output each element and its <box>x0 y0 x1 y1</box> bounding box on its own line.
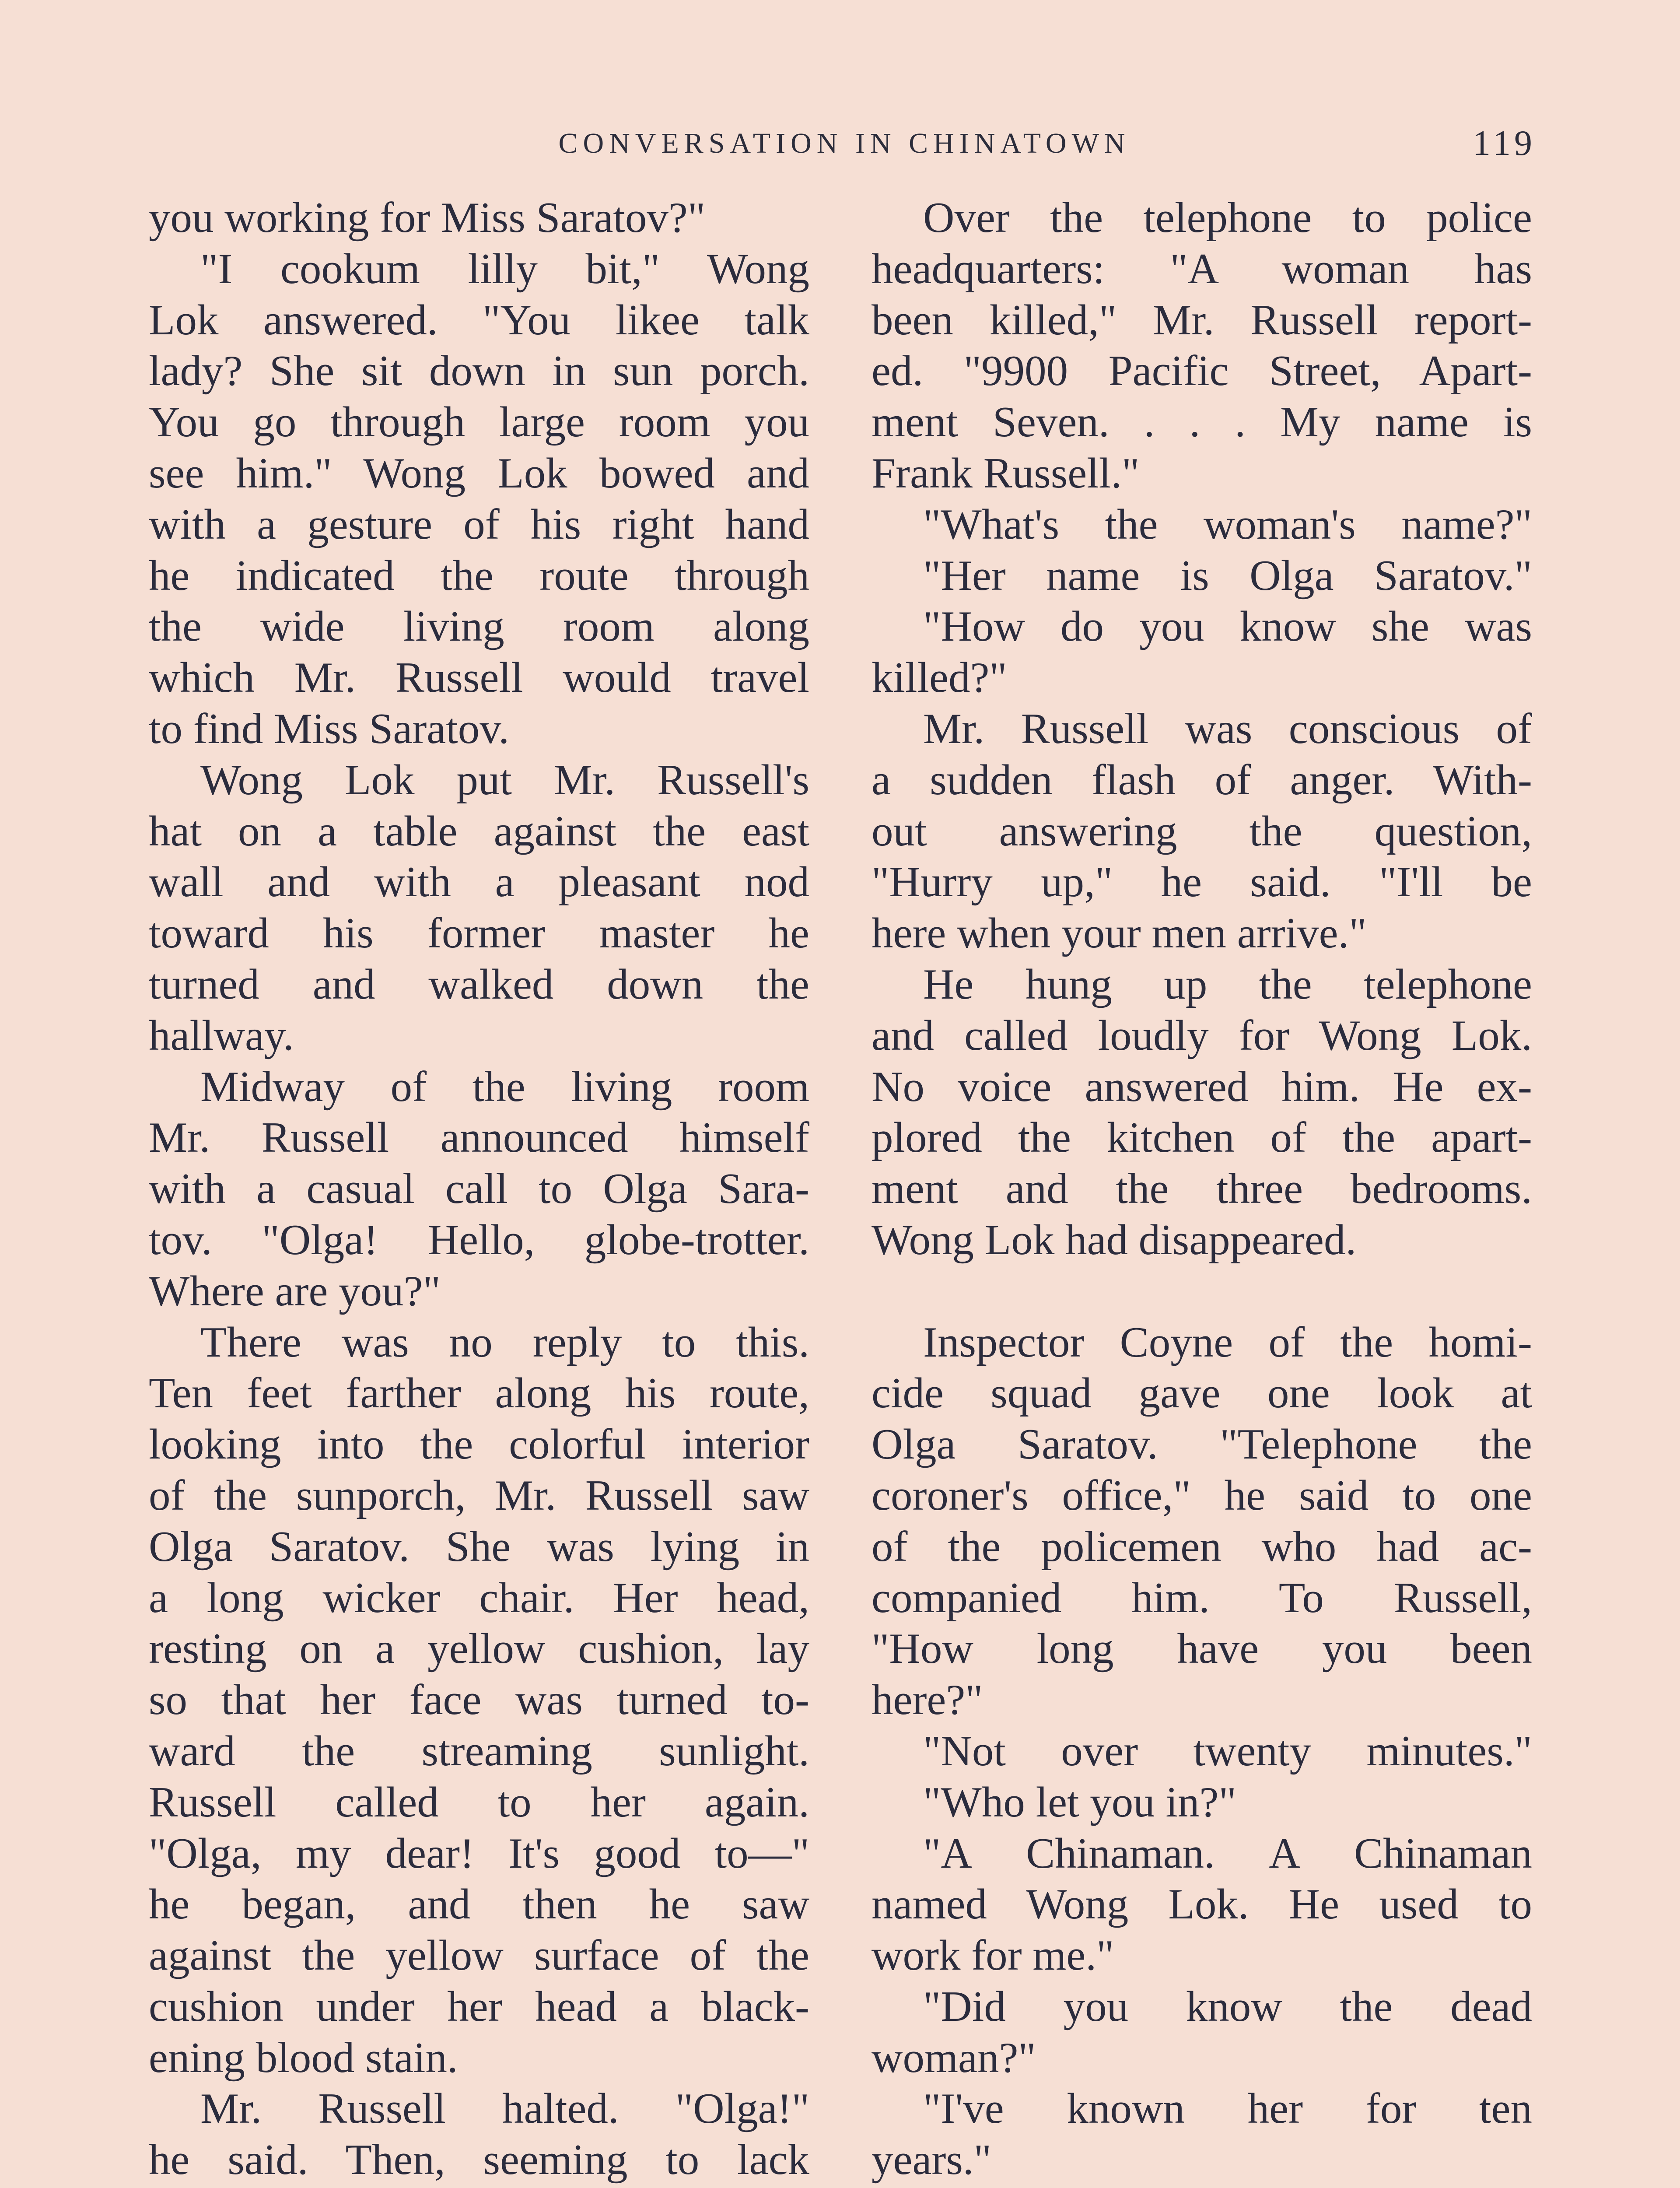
text-line: with a casual call to Olga Sara- <box>149 1165 809 1213</box>
text-line: "How do you know she was <box>923 603 1532 651</box>
text-line: ment Seven. . . . My name is <box>872 398 1532 446</box>
text-line <box>872 2186 1532 2188</box>
text-line: Over the telephone to police <box>923 194 1532 242</box>
text-line: the wide living room along <box>149 603 809 651</box>
text-line: a sudden flash of anger. With- <box>872 756 1532 804</box>
text-line: cushion under her head a black- <box>149 1982 809 2030</box>
text-line: Where are you?" <box>149 1267 441 1315</box>
text-line: here when your men arrive." <box>872 909 1367 957</box>
text-line: hat on a table against the east <box>149 807 809 855</box>
text-line: turned and walked down the <box>149 960 809 1008</box>
text-line: Midway of the living room <box>200 1062 809 1111</box>
text-line: headquarters: "A woman has <box>872 245 1532 293</box>
text-line: Mr. Russell was conscious of <box>923 705 1532 753</box>
text-line: "How long have you been <box>872 1625 1532 1673</box>
text-line: coroner's office," he said to one <box>872 1471 1532 1519</box>
text-line: You go through large room you <box>149 398 809 446</box>
text-line: here?" <box>872 1676 983 1724</box>
text-line: hallway. <box>149 1011 294 1059</box>
text-line: Inspector Coyne of the homi- <box>923 1318 1532 1366</box>
text-line: "Who let you in?" <box>923 1778 1236 1826</box>
text-line: so that her face was turned to- <box>149 1676 809 1724</box>
text-line: Russell called to her again. <box>149 1778 809 1826</box>
text-line: "I cookum lilly bit," Wong <box>200 245 809 293</box>
text-line: "Did you know the dead <box>923 1982 1532 2030</box>
text-line: "I've known her for ten <box>923 2085 1532 2133</box>
text-line: see him." Wong Lok bowed and <box>149 449 809 497</box>
text-line: "Olga, my dear! It's good to—" <box>149 1829 809 1877</box>
text-line: cide squad gave one look at <box>872 1369 1532 1417</box>
text-line: companied him. To Russell, <box>872 1574 1532 1622</box>
text-line: lady? She sit down in sun porch. <box>149 347 809 395</box>
text-line: killed?" <box>872 654 1007 702</box>
text-line: Mr. Russell announced himself <box>149 1114 809 1162</box>
text-line: woman?" <box>872 2034 1036 2082</box>
text-line: you working for Miss Saratov?" <box>149 194 706 242</box>
text-line: Ten feet farther along his route, <box>149 1369 809 1417</box>
text-line: "Not over twenty minutes." <box>923 1727 1532 1775</box>
text-line: he indicated the route through <box>149 551 809 600</box>
text-line <box>149 2186 809 2188</box>
text-line: Lok answered. "You likee talk <box>149 296 809 344</box>
text-line: plored the kitchen of the apart- <box>872 1114 1532 1162</box>
text-line: which Mr. Russell would travel <box>149 654 809 702</box>
text-line: ment and the three bedrooms. <box>872 1165 1532 1213</box>
text-line: against the yellow surface of the <box>149 1932 809 1980</box>
text-line: ening blood stain. <box>149 2034 458 2082</box>
text-line: a long wicker chair. Her head, <box>149 1574 809 1622</box>
text-line: to find Miss Saratov. <box>149 705 510 753</box>
text-line: Wong Lok put Mr. Russell's <box>200 756 809 804</box>
text-line: looking into the colorful interior <box>149 1420 809 1469</box>
text-line: No voice answered him. He ex- <box>872 1062 1532 1111</box>
left-text-column <box>149 193 809 2188</box>
page-number: 119 <box>1473 123 1536 163</box>
text-line: years." <box>872 2136 992 2184</box>
text-line: work for me." <box>872 1932 1114 1980</box>
text-line: Olga Saratov. She was lying in <box>149 1522 809 1571</box>
text-line: of the sunporch, Mr. Russell saw <box>149 1471 809 1519</box>
text-line: and called loudly for Wong Lok. <box>872 1011 1532 1059</box>
text-line: resting on a yellow cushion, lay <box>149 1625 809 1673</box>
text-line: of the policemen who had ac- <box>872 1522 1532 1571</box>
text-line: Mr. Russell halted. "Olga!" <box>200 2085 809 2133</box>
text-line: ward the streaming sunlight. <box>149 1727 809 1775</box>
right-text-column <box>872 193 1532 2188</box>
text-line: named Wong Lok. He used to <box>872 1880 1532 1929</box>
text-line: "What's the woman's name?" <box>923 500 1532 548</box>
text-line: "A Chinaman. A Chinaman <box>923 1829 1532 1877</box>
text-line: wall and with a pleasant nod <box>149 858 809 906</box>
text-line: been killed," Mr. Russell report- <box>872 296 1532 344</box>
text-line: He hung up the telephone <box>923 960 1532 1008</box>
text-line: Olga Saratov. "Telephone the <box>872 1420 1532 1469</box>
text-line: Frank Russell." <box>872 449 1140 497</box>
text-line: with a gesture of his right hand <box>149 500 809 548</box>
text-line: Wong Lok had disappeared. <box>872 1216 1357 1264</box>
text-line: toward his former master he <box>149 909 809 957</box>
text-line: he began, and then he saw <box>149 1880 809 1929</box>
text-line: "Hurry up," he said. "I'll be <box>872 858 1532 906</box>
running-title: CONVERSATION IN CHINATOWN <box>558 127 1130 159</box>
text-line: out answering the question, <box>872 807 1532 855</box>
text-line: ed. "9900 Pacific Street, Apart- <box>872 347 1532 395</box>
text-line: he said. Then, seeming to lack <box>149 2136 809 2184</box>
text-line: "Her name is Olga Saratov." <box>923 551 1532 600</box>
text-line: tov. "Olga! Hello, globe-trotter. <box>149 1216 809 1264</box>
text-line <box>872 1266 1532 1317</box>
text-line: There was no reply to this. <box>200 1318 809 1366</box>
